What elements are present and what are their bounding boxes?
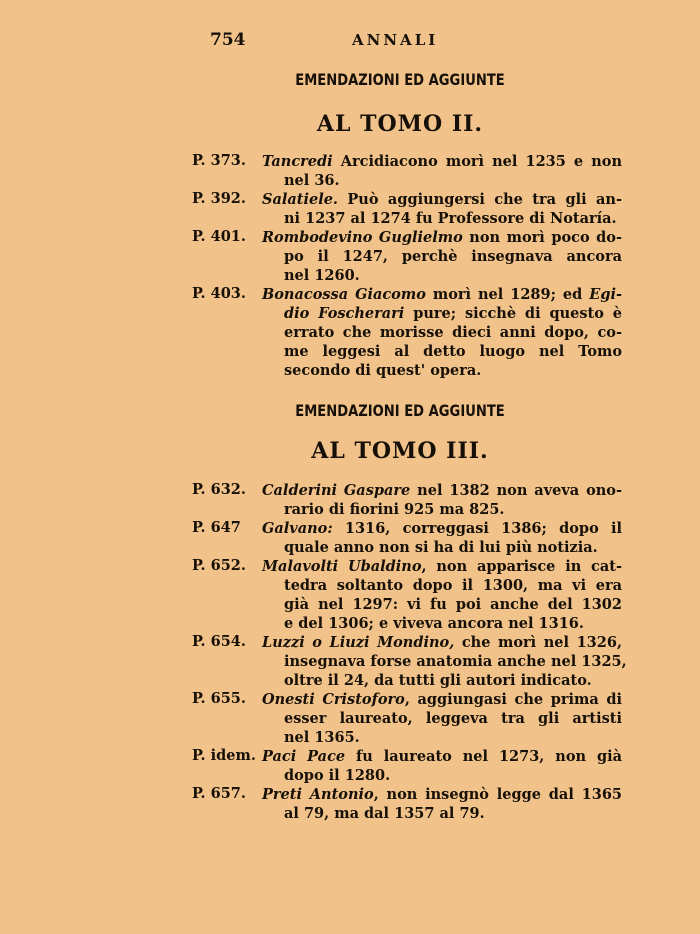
- entry-text: , aggiungasi che prima di: [404, 691, 622, 708]
- entry-text: esser laureato, leggeva tra gli artisti: [284, 710, 622, 727]
- entry: [192, 519, 622, 557]
- entry-line: [192, 342, 622, 361]
- entry-name: Calderini Gaspare: [262, 482, 411, 499]
- entry-page-ref: P. 401.: [192, 228, 246, 245]
- entry-name: Paci Pace: [262, 748, 346, 765]
- entry-page-ref: P. 632.: [192, 481, 246, 498]
- entry-name: Salatiele.: [262, 191, 338, 208]
- entry-page-ref: P. 657.: [192, 785, 246, 802]
- entry-text: quale anno non si ha di lui più notizia.: [284, 539, 598, 556]
- entry-page-ref: P. 652.: [192, 557, 246, 574]
- section-1-entries: [192, 152, 622, 380]
- entry-line: [192, 323, 622, 342]
- entry-page-ref: P. 392.: [192, 190, 246, 207]
- entry: [192, 747, 622, 785]
- entry-page-ref: P. 654.: [192, 633, 246, 650]
- entry-text: tedra soltanto dopo il 1300, ma vi era: [284, 577, 622, 594]
- entry-text: morì nel 1289; ed: [425, 286, 590, 303]
- entry-line: [192, 709, 622, 728]
- section-2-subheading: EMENDAZIONI ED AGGIUNTE: [295, 401, 505, 420]
- entry-text: fu laureato nel 1273, non già: [345, 748, 622, 765]
- entry-text: al 79, ma dal 1357 al 79.: [284, 805, 485, 822]
- entry: [192, 633, 627, 690]
- entry: [192, 152, 622, 190]
- entry-line: [192, 652, 627, 671]
- entry-name: Bonacossa Giacomo: [262, 286, 426, 303]
- entry: [192, 481, 622, 519]
- entry-page-ref: P. 373.: [192, 152, 246, 169]
- entry-text: 1316, correggasi 1386; dopo il: [332, 520, 622, 537]
- entry-text: , non apparisce in cat-: [421, 558, 623, 575]
- entry-text: pure; sicchè di questo è: [404, 305, 622, 322]
- entry: [192, 228, 622, 285]
- entry-name: Malavolti Ubaldino: [262, 558, 422, 575]
- entry-text: nel 36.: [284, 172, 340, 189]
- entry-line: [192, 766, 622, 785]
- entry-line: [192, 361, 622, 380]
- entry-text: rario di fiorini 925 ma 825.: [284, 501, 505, 518]
- section-2-entries: [192, 481, 627, 823]
- entry-text: dopo il 1280.: [284, 767, 391, 784]
- entry-line: [192, 576, 622, 595]
- entry-line: [192, 595, 622, 614]
- entry: [192, 285, 622, 380]
- entry-text: me leggesi al detto luogo nel Tomo: [284, 343, 622, 360]
- entry-line: [192, 500, 622, 519]
- entry-text: errato che morisse dieci anni dopo, co-: [284, 324, 622, 341]
- entry-line: [192, 304, 622, 323]
- entry-name: dio Foscherari: [284, 305, 405, 322]
- entry-page-ref: P. 403.: [192, 285, 246, 302]
- entry-name: Luzzi o Liuzi Mondino,: [262, 634, 455, 651]
- entry-text: nel 1365.: [284, 729, 360, 746]
- entry: [192, 690, 622, 747]
- entry: [192, 785, 622, 823]
- entry-name: Tancredi: [262, 153, 333, 170]
- entry-text: insegnava forse anatomia anche nel 1325,: [284, 653, 627, 670]
- entry-page-ref: P. 655.: [192, 690, 246, 707]
- entry-text: nel 1382 non aveva ono-: [410, 482, 622, 499]
- running-title: ANNALI: [352, 31, 439, 49]
- entry-name: Galvano:: [262, 520, 333, 537]
- entry-page-ref: P. 647: [192, 519, 241, 536]
- entry-text: po il 1247, perchè insegnava ancora: [284, 248, 622, 265]
- section-1-subheading: EMENDAZIONI ED AGGIUNTE: [295, 70, 505, 89]
- section-1-heading: AL TOMO II.: [316, 111, 484, 137]
- entry-text: già nel 1297: vi fu poi anche del 1302: [284, 596, 622, 613]
- entry: [192, 557, 622, 633]
- entry-text: Arcidiacono morì nel 1235 e non: [332, 153, 622, 170]
- entry-name: Preti Antonio: [262, 786, 374, 803]
- entry-text: , non insegnò legge dal 1365: [373, 786, 622, 803]
- entry-name: Egi-: [589, 286, 622, 303]
- entry-line: [192, 538, 622, 557]
- entry-line: [192, 209, 622, 228]
- entry-line: [192, 728, 622, 747]
- entry-text: e del 1306; e viveva ancora nel 1316.: [284, 615, 584, 632]
- entry-line: [192, 171, 622, 190]
- entry-text: Può aggiungersi che tra gli an-: [337, 191, 622, 208]
- entry-text: secondo di quest' opera.: [284, 362, 482, 379]
- entry-page-ref: P. idem.: [192, 747, 256, 764]
- entry-name: Onesti Cristoforo: [262, 691, 405, 708]
- entry-text: ni 1237 al 1274 fu Professore di Notaría.: [284, 210, 617, 227]
- entry-text: che morì nel 1326,: [454, 634, 622, 651]
- section-2-heading: AL TOMO III.: [311, 438, 489, 464]
- entry: [192, 190, 622, 228]
- entry-line: [192, 247, 622, 266]
- entry-text: non morì poco do-: [462, 229, 623, 246]
- entry-text: nel 1260.: [284, 267, 360, 284]
- entry-line: [192, 614, 622, 633]
- entry-line: [192, 804, 622, 823]
- entry-line: [192, 266, 622, 285]
- page-number: 754: [210, 30, 246, 50]
- entry-line: [192, 671, 622, 690]
- entry-name: Rombodevino Guglielmo: [262, 229, 463, 246]
- entry-text: oltre il 24, da tutti gli autori indicato.: [284, 672, 592, 689]
